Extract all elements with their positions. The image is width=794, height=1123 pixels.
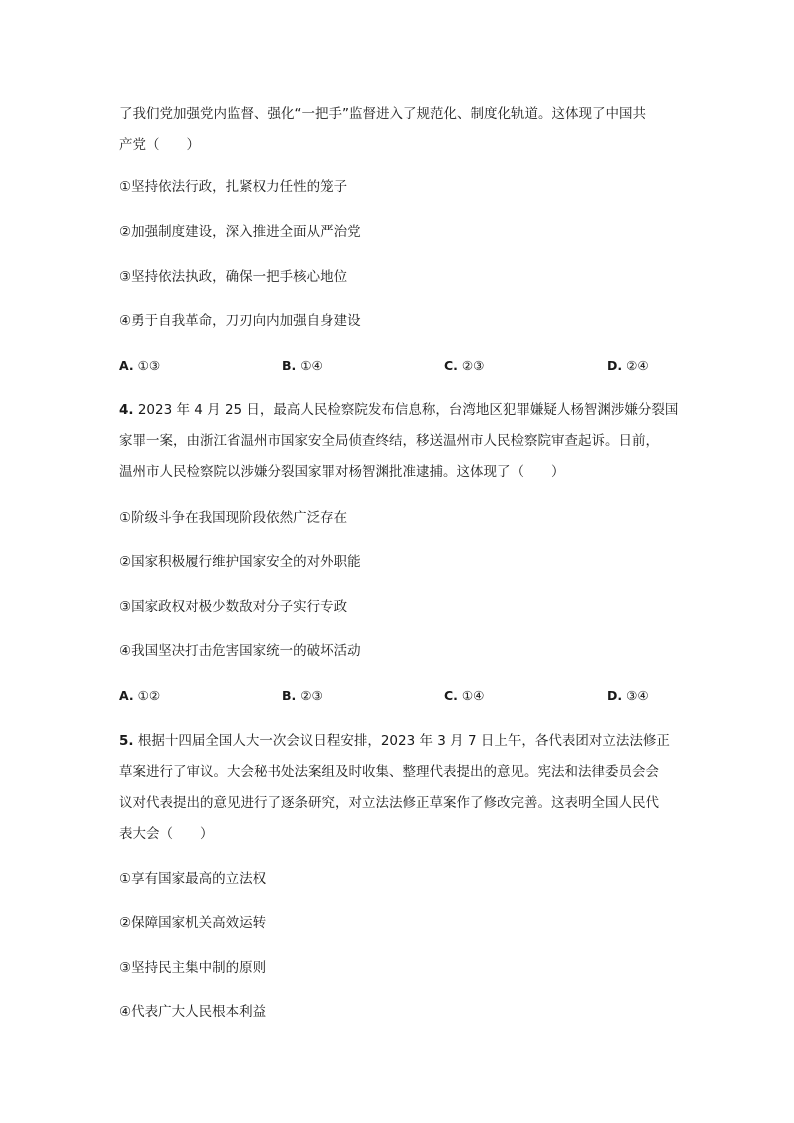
q4-option-1: ①阶级斗争在我国现阶段依然广泛存在 xyxy=(119,510,348,526)
q3-stem-line-1: 了我们党加强党内监督、强化“一把手”监督进入了规范化、制度化轨道。这体现了中国共 xyxy=(119,106,646,122)
choice-text: ②④ xyxy=(626,358,649,373)
q5-option-4: ④代表广大人民根本利益 xyxy=(119,1004,267,1020)
choice-letter: A. xyxy=(119,358,134,373)
q4-stem-line-3: 温州市人民检察院以涉嫌分裂国家罪对杨智渊批准逮捕。这体现了（ ） xyxy=(119,464,565,480)
q5-option-1: ①享有国家最高的立法权 xyxy=(119,871,267,887)
choice-letter: B. xyxy=(282,688,297,703)
q3-option-3: ③坚持依法执政，确保一把手核心地位 xyxy=(119,269,348,285)
q4-option-2: ②国家积极履行维护国家安全的对外职能 xyxy=(119,554,361,570)
q5-stem-text-1: 根据十四届全国人大一次会议日程安排，2023 年 3 月 7 日上午，各代表团对立法法修正 xyxy=(137,733,670,749)
choice-letter: D. xyxy=(607,358,623,373)
choice-letter: D. xyxy=(607,688,623,703)
q3-option-1: ①坚持依法行政，扎紧权力任性的笼子 xyxy=(119,179,348,195)
q3-choice-c[interactable] xyxy=(444,356,484,376)
q3-option-2: ②加强制度建设，深入推进全面从严治党 xyxy=(119,224,361,240)
choice-letter: B. xyxy=(282,358,297,373)
q4-choice-d[interactable] xyxy=(607,686,649,706)
choice-letter: A. xyxy=(119,688,134,703)
choice-letter: C. xyxy=(444,688,458,703)
q4-number: 4. xyxy=(119,402,134,418)
q4-stem-line-1 xyxy=(119,400,689,420)
q5-stem-line-4: 表大会（ ） xyxy=(119,826,214,842)
q4-option-3: ③国家政权对极少数敌对分子实行专政 xyxy=(119,599,348,615)
q5-option-3: ③坚持民主集中制的原则 xyxy=(119,960,267,976)
choice-text: ①② xyxy=(137,688,161,703)
q4-stem-text-1: 2023 年 4 月 25 日，最高人民检察院发布信息称，台湾地区犯罪嫌疑人杨智渊涉嫌分裂国 xyxy=(137,402,679,418)
q3-choice-b[interactable] xyxy=(282,356,323,376)
q4-choice-a[interactable] xyxy=(119,686,160,706)
choice-text: ③④ xyxy=(626,688,649,703)
choice-text: ②③ xyxy=(461,358,485,373)
q3-choice-a[interactable] xyxy=(119,356,160,376)
q4-option-4: ④我国坚决打击危害国家统一的破坏活动 xyxy=(119,643,361,659)
choice-text: ②③ xyxy=(300,688,323,703)
q4-choice-c[interactable] xyxy=(444,686,484,706)
q4-choice-b[interactable] xyxy=(282,686,323,706)
q5-option-2: ②保障国家机关高效运转 xyxy=(119,915,267,931)
choice-text: ①④ xyxy=(300,358,323,373)
q4-stem-line-2: 家罪一案，由浙江省温州市国家安全局侦查终结，移送温州市人民检察院审查起诉。日前， xyxy=(119,433,659,449)
q3-choice-d[interactable] xyxy=(607,356,649,376)
choice-text: ①④ xyxy=(461,688,485,703)
q5-stem-line-2: 草案进行了审议。大会秘书处法案组及时收集、整理代表提出的意见。宪法和法律委员会会 xyxy=(119,764,659,780)
q3-stem-line-2: 产党（ ） xyxy=(119,137,200,153)
choice-letter: C. xyxy=(444,358,458,373)
q5-stem-line-3: 议对代表提出的意见进行了逐条研究，对立法法修正草案作了修改完善。这表明全国人民代 xyxy=(119,795,659,811)
choice-text: ①③ xyxy=(137,358,161,373)
q5-stem-line-1 xyxy=(119,731,689,751)
q3-option-4: ④勇于自我革命，刀刃向内加强自身建设 xyxy=(119,313,361,329)
q5-number: 5. xyxy=(119,733,134,749)
